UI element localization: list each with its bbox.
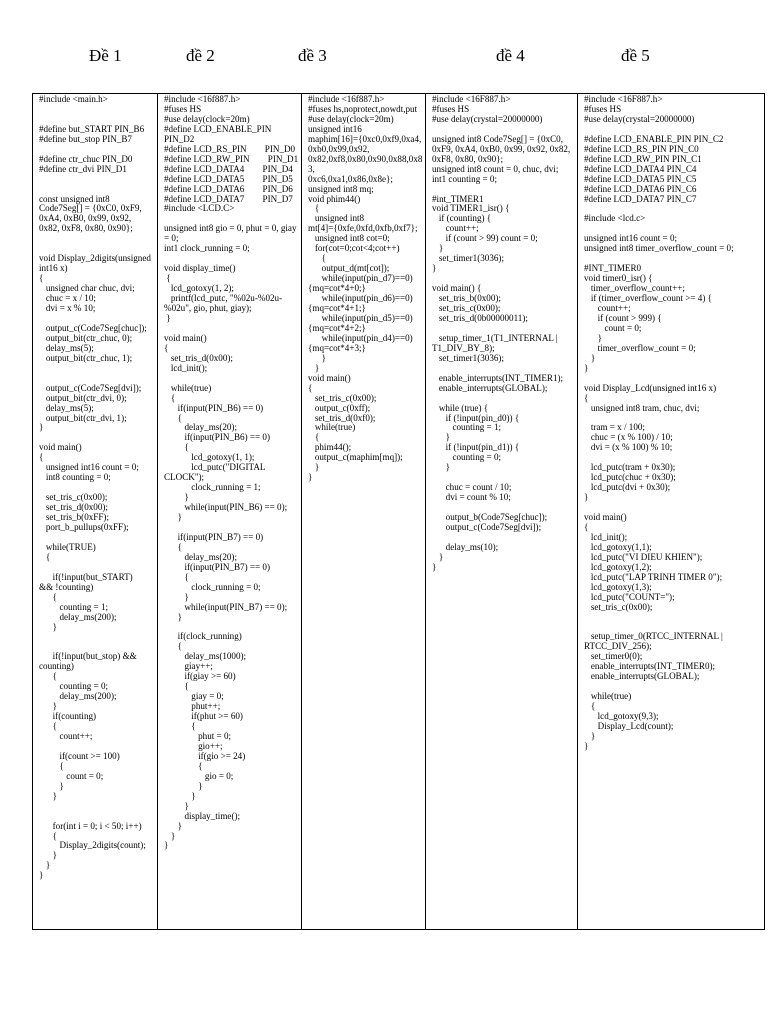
code-block-de-5: #include <16F887.h> #fuses HS #use delay(crystal=20000000) #define LCD_ENABLE_PIN PIN_C2 #define LCD_RS_PIN PIN_C0 #define LCD_RW_PIN PIN_C1 #define LCD_DATA4 PIN_C4 #define LCD_DATA5 PIN_C5 #define LCD_DATA6 PIN_C6 #define LCD_DATA7 PIN_C7 #include <lcd.c> unsigned int16 count = 0; unsigned int8 timer_overflow_count = 0; #INT_TIMER0 void timer0_isr() { timer_overflow_count++; if (timer_overflow_count >= 4) { count++; if (count > 999) { count = 0; } timer_overflow_count = 0; } } void Display_Lcd(unsigned int16 x) { unsigned int8 tram, chuc, dvi; tram = x / 100; chuc = (x % 100) / 10; dvi = (x % 100) % 10; lcd_putc(tram + 0x30); lcd_putc(chuc + 0x30); lcd_putc(dvi + 0x30); } void main() { lcd_init(); lcd_gotoxy(1,1); lcd_putc("VI DIEU KHIEN"); lcd_gotoxy(1,2); lcd_putc("LAP TRINH TIMER 0"); lcd_gotoxy(1,3); lcd_putc("COUNT="); set_tris_c(0x00); setup_timer_0(RTCC_INTERNAL | RTCC_DIV_256); set_timer0(0); enable_interrupts(INT_TIMER0); enable_interrupts(GLOBAL); while(true) { lcd_gotoxy(9,3); Display_Lcd(count); } }: [584, 94, 734, 751]
code-block-de-4: #include <16F887.h> #fuses HS #use delay(crystal=20000000) unsigned int8 Code7Seg[] = {0xC0, 0xF9, 0xA4, 0xB0, 0x99, 0x92, 0x82, 0xF8, 0x80, 0x90}; unsigned int8 count = 0, chuc, dvi; int1 counting = 0; #int_TIMER1 void TIMER1_isr() { if (counting) { count++; if (count > 99) count = 0; } set_timer1(3036); } void main() { set_tris_b(0x00); set_tris_c(0x00); set_tris_d(0b00000011); setup_timer_1(T1_INTERNAL | T1_DIV_BY_8); set_timer1(3036); enable_interrupts(INT_TIMER1); enable_interrupts(GLOBAL); while (true) { if (!input(pin_d0)) { counting = 1; } if (!input(pin_d1)) { counting = 0; } chuc = count / 10; dvi = count % 10; output_b(Code7Seg[chuc]); output_c(Code7Seg[dvi]); delay_ms(10); } }: [432, 94, 571, 572]
code-column-de-1: [33, 94, 157, 929]
code-block-de-1: #include <main.h> #define but_START PIN_B6 #define but_stop PIN_B7 #define ctr_chuc PIN_D0 #define ctr_dvi PIN_D1 const unsigned int8 Code7Seg[] = {0xC0, 0xF9, 0xA4, 0xB0, 0x99, 0x92, 0x82, 0xF8, 0x80, 0x90}; void Display_2digits(unsigned int16 x) { unsigned char chuc, dvi; chuc = x / 10; dvi = x % 10; output_c(Code7Seg[chuc]); output_bit(ctr_chuc, 0); delay_ms(5); output_bit(ctr_chuc, 1); output_c(Code7Seg[dvi]); output_bit(ctr_dvi, 0); delay_ms(5); output_bit(ctr_dvi, 1); } void main() { unsigned int16 count = 0; int8 counting = 0; set_tris_c(0x00); set_tris_d(0x00); set_tris_b(0xFF); port_b_pullups(0xFF); while(TRUE) { if(!input(but_START) && !counting) { counting = 1; delay_ms(200); } if(!input(but_stop) && counting) { counting = 0; delay_ms(200); } if(counting) { count++; if(count >= 100) { count = 0; } } for(int i = 0; i < 50; i++) { Display_2digits(count); } } }: [39, 94, 151, 881]
heading-de-1: Đề 1: [89, 46, 122, 65]
heading-de-5: đề 5: [621, 46, 650, 65]
heading-de-2: đề 2: [186, 46, 215, 65]
heading-de-3: đề 3: [298, 46, 327, 65]
code-column-de-5: [577, 94, 766, 929]
heading-de-4: đề 4: [496, 46, 525, 65]
code-table: [32, 93, 765, 930]
code-block-de-3: #include <16f887.h> #fuses hs,noprotect,nowdt,put #use delay(clock=20m) unsigned int16 maphim[16]={0xc0,0xf9,0xa4, 0xb0,0x99,0x92, 0x82,0xf8,0x80,0x90,0x88,0x8 3, 0xc6,0xa1,0x86,0x8e}; unsigned int8 mq; void phim44() { unsigned int8 mt[4]={0xfe,0xfd,0xfb,0xf7}; unsigned int8 cot=0; for(cot=0;cot<4;cot++) { output_d(mt[cot]); while(input(pin_d7)==0) {mq=cot*4+0;} while(input(pin_d6)==0) {mq=cot*4+1;} while(input(pin_d5)==0) {mq=cot*4+2;} while(input(pin_d4)==0) {mq=cot*4+3;} } } void main() { set_tris_c(0x00); output_c(0xff); set_tris_d(0xf0); while(true) { phim44(); output_c(maphim[mq]); } }: [308, 94, 423, 483]
code-column-de-4: [425, 94, 577, 929]
code-column-de-3: [301, 94, 425, 929]
code-column-de-2: [157, 94, 301, 929]
code-block-de-2: #include <16f887.h> #fuses HS #use delay(clock=20m) #define LCD_ENABLE_PIN PIN_D2 #define LCD_RS_PIN PIN_D0 #define LCD_RW_PIN PIN_D1 #define LCD_DATA4 PIN_D4 #define LCD_DATA5 PIN_D5 #define LCD_DATA6 PIN_D6 #define LCD_DATA7 PIN_D7 #include <LCD.C> unsigned int8 gio = 0, phut = 0, giay = 0; int1 clock_running = 0; void display_time() { lcd_gotoxy(1, 2); printf(lcd_putc, "%02u-%02u- %02u", gio, phut, giay); } void main() { set_tris_d(0x00); lcd_init(); while(true) { if(input(PIN_B6) == 0) { delay_ms(20); if(input(PIN_B6) == 0) { lcd_gotoxy(1, 1); lcd_putc("DIGITAL CLOCK"); clock_running = 1; } while(input(PIN_B6) == 0); } if(input(PIN_B7) == 0) { delay_ms(20); if(input(PIN_B7) == 0) { clock_running = 0; } while(input(PIN_B7) == 0); } if(clock_running) { delay_ms(1000); giay++; if(giay >= 60) { giay = 0; phut++; if(phut >= 60) { phut = 0; gio++; if(gio >= 24) { gio = 0; } } } display_time(); } } }: [164, 94, 299, 851]
